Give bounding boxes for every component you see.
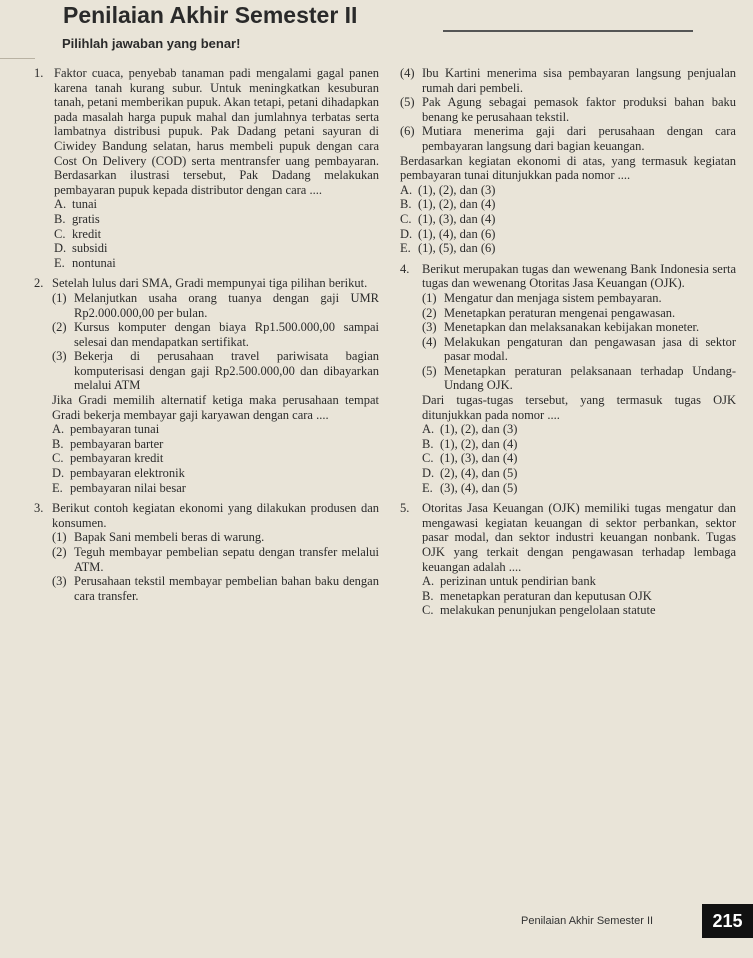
question-text: Otoritas Jasa Keuangan (OJK) memiliki tugas mengatur dan mengawasi kegiatan keuangan di sektor perbankan, sektor pasar modal, dan sektor industri keuangan nonbank. Tugas OJK yang terkait dengan pengawasan terhadap lembaga keuangan adalah ....	[422, 501, 736, 574]
instruction: Pilihlah jawaban yang benar!	[62, 36, 241, 51]
option-d[interactable]: D. subsidi	[54, 241, 108, 256]
statement-2: (2) Teguh membayar pembelian sepatu dengan transfer melalui ATM.	[52, 545, 379, 574]
statement-4: (4) Ibu Kartini menerima sisa pembayaran langsung penjualan rumah dari pembeli.	[400, 66, 736, 95]
title-rule	[443, 30, 693, 32]
paper-fold-line	[0, 58, 35, 59]
option-d[interactable]: D. (1), (4), dan (6)	[400, 226, 496, 241]
option-c[interactable]: C. kredit	[54, 226, 102, 241]
question-text: Berdasarkan kegiatan ekonomi di atas, yang termasuk kegiatan pembayaran tunai ditunjukkan pada nomor ....	[400, 153, 736, 183]
option-c[interactable]: C. (1), (3), dan (4)	[400, 211, 496, 226]
statement-2: (2) Menetapkan peraturan mengenai pengawasan.	[422, 305, 676, 320]
question-1	[34, 66, 379, 270]
question-text: Faktor cuaca, penyebab tanaman padi mengalami gagal panen karena tanah kurang subur. Untuk meningkatkan kesuburan tanah, petani memberikan pupuk. Akan tetapi, petani dihadapkan pada masalah harga pupuk mahal dan jumlahnya terbatas serta lambatnya distribusi pupuk. Pak Dadang petani sayuran di Ciwidey Bandung selatan, harus membeli pupuk dengan cara Cost On Delivery (COD) serta mentransfer uang pembayaran. Berdasarkan ilustrasi tersebut, Pak Dadang melakukan pembayaran pupuk kepada distributor dengan cara ....	[54, 66, 379, 197]
statement-1: (1) Bapak Sani membeli beras di warung.	[52, 530, 265, 545]
option-b[interactable]: B. menetapkan peraturan dan keputusan OJK	[422, 588, 652, 603]
statement-4: (4) Melakukan pengaturan dan pengawasan jasa di sektor pasar modal.	[422, 334, 736, 364]
question-number: 5.	[400, 501, 410, 516]
question-number: 2.	[34, 276, 44, 291]
option-b[interactable]: B. (1), (2), dan (4)	[422, 436, 518, 451]
statement-1: (1) Mengatur dan menjaga sistem pembayaran.	[422, 290, 662, 305]
footer-label: Penilaian Akhir Semester II	[521, 915, 654, 927]
option-a[interactable]: A. pembayaran tunai	[52, 422, 160, 437]
option-d[interactable]: D. (2), (4), dan (5)	[422, 466, 518, 481]
option-a[interactable]: A. tunai	[54, 197, 97, 212]
question-text: Jika Gradi memilih alternatif ketiga maka perusahaan tempat Gradi bekerja membayar gaji karyawan dengan cara ....	[52, 393, 379, 422]
option-b[interactable]: B. pembayaran barter	[52, 436, 164, 451]
option-e[interactable]: E. nontunai	[54, 255, 116, 270]
question-text: Dari tugas-tugas tersebut, yang termasuk tugas OJK ditunjukkan pada nomor ....	[422, 393, 736, 422]
question-3	[34, 501, 379, 603]
statement-5: (5) Pak Agung sebagai pemasok faktor produksi bahan baku benang ke perusahaan tekstil.	[400, 95, 736, 124]
option-c[interactable]: C. pembayaran kredit	[52, 451, 164, 466]
question-intro: Setelah lulus dari SMA, Gradi mempunyai tiga pilihan berikut.	[52, 276, 368, 291]
statement-6: (6) Mutiara menerima gaji dari perusahaan dengan cara pembayaran langsung dari bagian keuangan.	[400, 124, 736, 153]
question-number: 4.	[400, 261, 410, 276]
right-column	[400, 66, 736, 618]
question-number: 1.	[34, 66, 44, 80]
question-number: 3.	[34, 501, 44, 516]
question-2	[34, 276, 379, 495]
option-b[interactable]: B. gratis	[54, 211, 100, 226]
left-column	[34, 66, 379, 603]
option-d[interactable]: D. pembayaran elektronik	[52, 466, 185, 481]
option-e[interactable]: E. (1), (5), dan (6)	[400, 241, 496, 256]
statement-3: (3) Menetapkan dan melaksanakan kebijakan moneter.	[422, 320, 700, 335]
page-title: Penilaian Akhir Semester II	[63, 2, 358, 28]
option-b[interactable]: B. (1), (2), dan (4)	[400, 197, 496, 212]
page-number: 215	[702, 904, 753, 938]
question-intro: Berikut merupakan tugas dan wewenang Bank Indonesia serta tugas dan wewenang Otoritas Jasa Keuangan (OJK).	[422, 261, 736, 291]
option-a[interactable]: A. perizinan untuk pendirian bank	[422, 574, 596, 589]
option-a[interactable]: A. (1), (2), dan (3)	[400, 182, 496, 197]
question-intro: Berikut contoh kegiatan ekonomi yang dilakukan produsen dan konsumen.	[52, 501, 379, 530]
statement-2: (2) Kursus komputer dengan biaya Rp1.500.000,00 sampai selesai dan mendapatkan sertifikat.	[52, 320, 379, 349]
question-4	[400, 262, 736, 496]
option-c[interactable]: C. (1), (3), dan (4)	[422, 451, 518, 466]
statement-3: (3) Bekerja di perusahaan travel pariwisata bagian komputerisasi dengan gaji Rp2.500.000,00 dan dibayarkan melalui ATM	[52, 349, 379, 393]
statement-3: (3) Perusahaan tekstil membayar pembelian bahan baku dengan cara transfer.	[52, 574, 379, 603]
question-5	[400, 501, 736, 618]
option-a[interactable]: A. (1), (2), dan (3)	[422, 422, 518, 437]
option-e[interactable]: E. (3), (4), dan (5)	[422, 480, 518, 495]
statement-1: (1) Melanjutkan usaha orang tuanya dengan gaji UMR Rp2.000.000,00 per bulan.	[52, 290, 379, 320]
statement-5: (5) Menetapkan peraturan pelaksanaan terhadap Undang-Undang OJK.	[422, 363, 736, 393]
question-3-continued	[400, 66, 736, 256]
option-e[interactable]: E. pembayaran nilai besar	[52, 480, 186, 495]
option-c[interactable]: C. melakukan penunjukan pengelolaan statute	[422, 603, 656, 618]
